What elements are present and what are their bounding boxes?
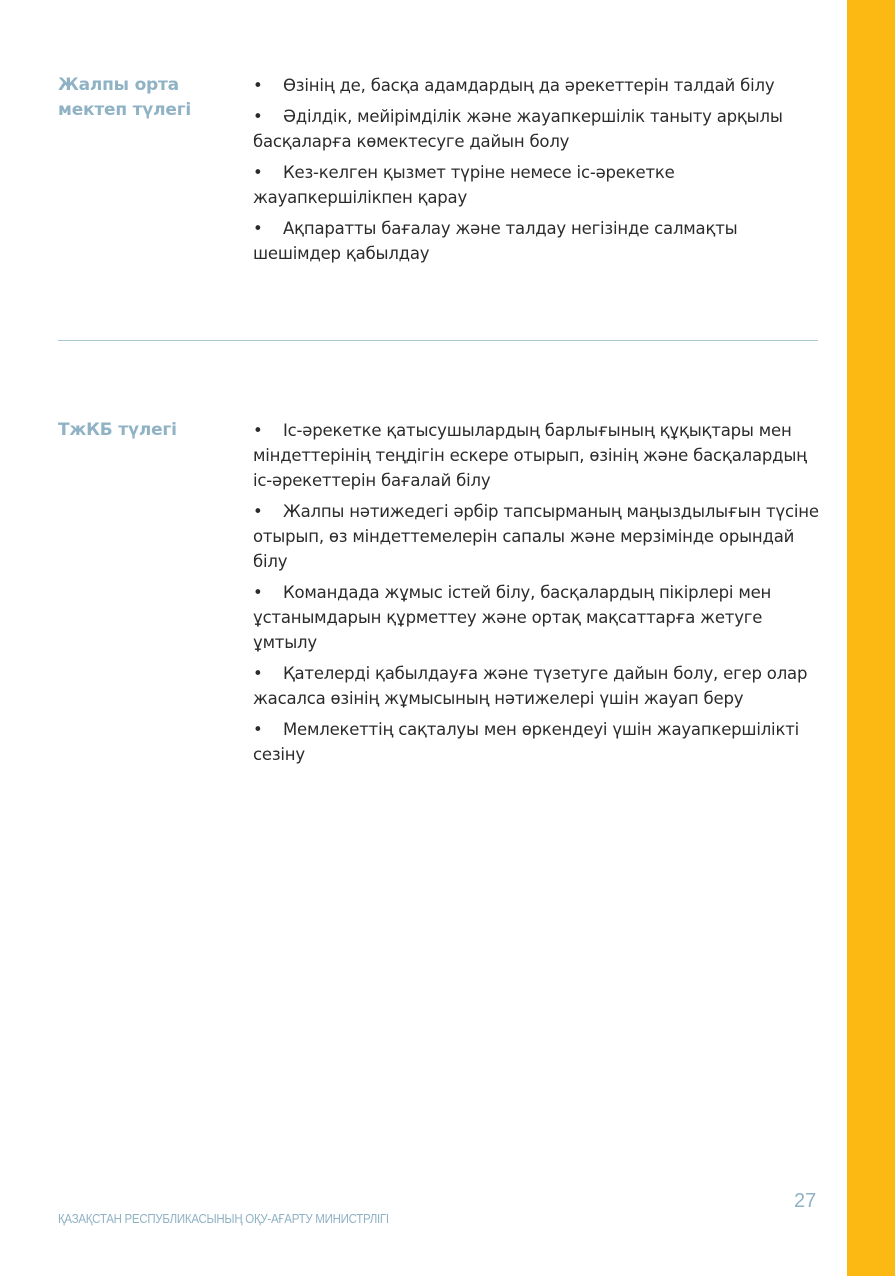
list-item-text: Ақпаратты бағалау және талдау негізінде салмақты шешімдер қабылдау <box>253 219 738 263</box>
list-item <box>253 499 823 574</box>
section-label <box>58 73 238 123</box>
list-item-text: Мемлекеттің сақталуы мен өркендеуі үшін жауапкершілікті сезіну <box>253 720 800 764</box>
list-item-text: Командада жұмыс істей білу, басқалардың пікірлері мен ұстанымдарын құрметтеу және ортақ мақсаттарға жетуге ұмтылу <box>253 583 772 652</box>
bullet-icon: • <box>253 583 263 602</box>
list-item <box>253 104 823 154</box>
list-item-text: Кез-келген қызмет түріне немесе іс-әрекетке жауапкершілікпен қарау <box>253 163 675 207</box>
bullet-icon: • <box>253 219 263 238</box>
footer-ministry-name: ҚАЗАҚСТАН РЕСПУБЛИКАСЫНЫҢ ОҚУ-АҒАРТУ МИНИСТРЛІГІ <box>58 1212 389 1226</box>
bullet-icon: • <box>253 163 263 182</box>
list-item-text: Іс-әрекетке қатысушылардың барлығының құқықтары мен міндеттерінің теңдігін ескере отырып, өзінің және басқалардың іс-әрекеттерін бағалай білу <box>253 421 807 490</box>
section-label-line: Жалпы орта <box>58 75 179 95</box>
list-item <box>253 580 823 655</box>
list-item <box>253 73 823 98</box>
list-item <box>253 717 823 767</box>
section-label-line: мектеп түлегі <box>58 100 192 120</box>
page-number: 27 <box>794 1190 817 1212</box>
list-item <box>253 418 823 493</box>
bullet-icon: • <box>253 720 263 739</box>
bullet-icon: • <box>253 76 263 95</box>
bullet-icon: • <box>253 107 263 126</box>
section-divider <box>58 340 818 341</box>
accent-side-bar <box>847 0 895 1276</box>
list-item <box>253 216 823 266</box>
list-item-text: Қателерді қабылдауға және түзетуге дайын болу, егер олар жасалса өзінің жұмысының нәтижелері үшін жауап беру <box>253 664 808 708</box>
bullet-icon: • <box>253 664 263 683</box>
section-label <box>58 418 238 443</box>
competency-list <box>253 418 823 773</box>
bullet-icon: • <box>253 421 263 440</box>
competency-list <box>253 73 823 272</box>
section-label-line: ТжКБ түлегі <box>58 420 177 440</box>
bullet-icon: • <box>253 502 263 521</box>
list-item <box>253 160 823 210</box>
list-item-text: Әділдік, мейірімділік және жауапкершілік таныту арқылы басқаларға көмектесуге дайын болу <box>253 107 783 151</box>
list-item-text: Өзінің де, басқа адамдардың да әрекеттерін талдай білу <box>283 76 775 95</box>
list-item <box>253 661 823 711</box>
list-item-text: Жалпы нәтижедегі әрбір тапсырманың маңыздылығын түсіне отырып, өз міндеттемелерін сапалы және мерзімінде орындай білу <box>253 502 819 571</box>
